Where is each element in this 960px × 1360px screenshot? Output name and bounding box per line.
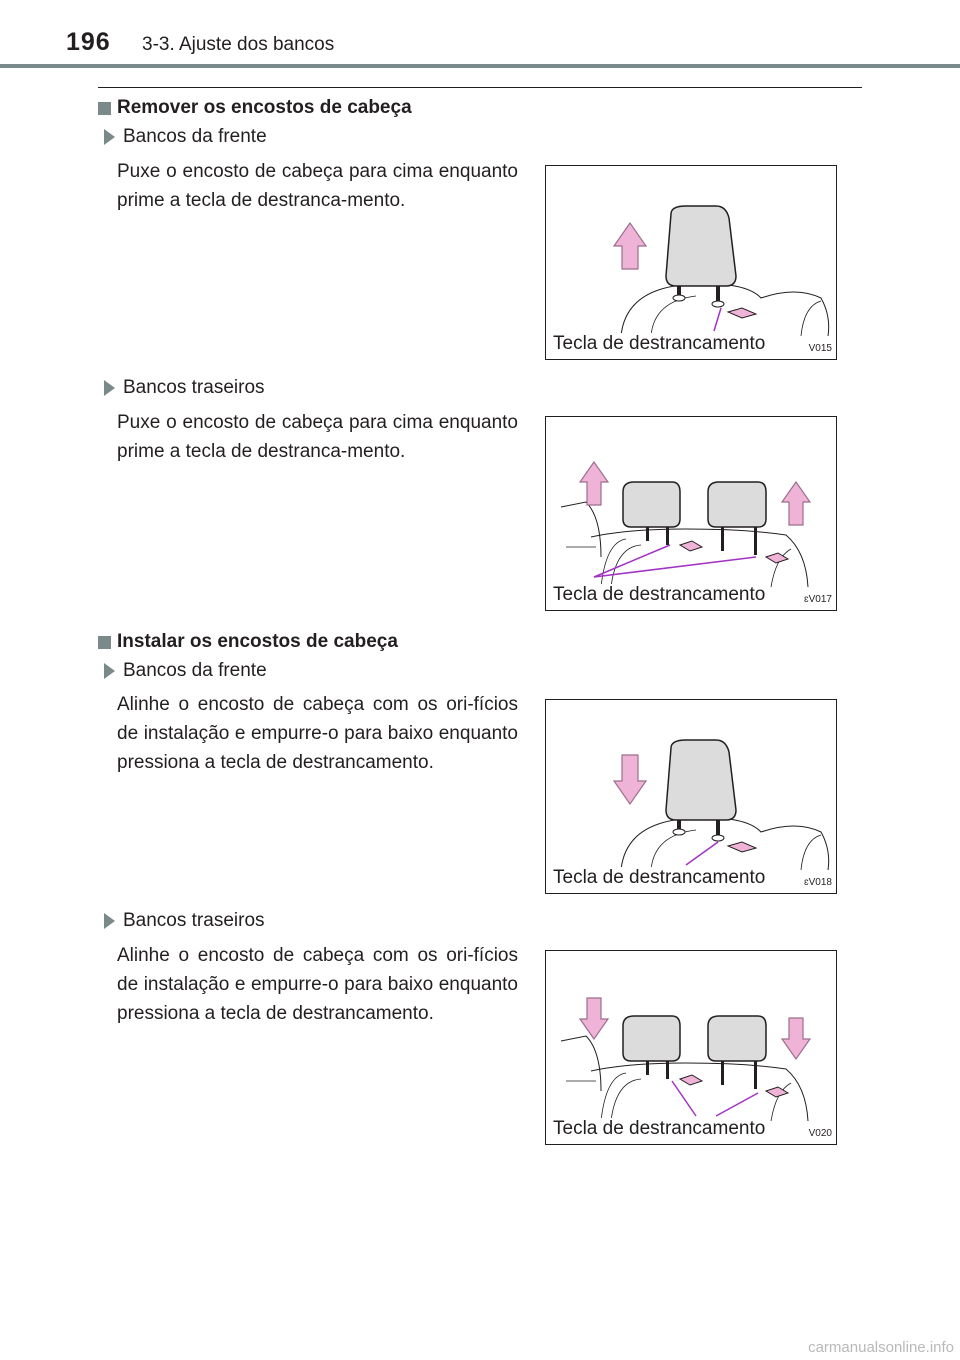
subheading-front-remove: [104, 126, 267, 148]
subheading-label: Bancos da frente: [123, 126, 267, 147]
subheading-front-install: [104, 660, 267, 682]
figure-code: V020: [808, 1128, 832, 1139]
figure-caption: Tecla de destrancamento: [553, 333, 766, 354]
arrow-down-icon: [580, 998, 608, 1039]
section-heading-install: [98, 631, 398, 653]
subheading-label: Bancos traseiros: [123, 910, 265, 931]
instruction-text: Puxe o encosto de cabeça para cima enquanto prime a tecla de destranca-mento.: [117, 412, 518, 462]
arrow-up-icon: [782, 482, 810, 525]
arrow-up-icon: [580, 462, 608, 505]
triangle-bullet-icon: [104, 129, 115, 145]
triangle-bullet-icon: [104, 913, 115, 929]
instruction-text: Puxe o encosto de cabeça para cima enquanto prime a tecla de destranca-mento.: [117, 161, 518, 211]
header-rule: [0, 64, 960, 68]
triangle-bullet-icon: [104, 380, 115, 396]
subheading-label: Bancos da frente: [123, 660, 267, 681]
figure-rear-install: [545, 950, 837, 1145]
section-heading-remove: [98, 97, 412, 119]
figure-caption: Tecla de destrancamento: [553, 1118, 766, 1139]
arrow-down-icon: [782, 1018, 810, 1059]
figure-code: ɛV017: [804, 594, 832, 605]
instruction-text: Alinhe o encosto de cabeça com os ori-fícios de instalação e empurre-o para baixo enquanto pressiona a tecla de destrancamento.: [117, 945, 518, 1024]
figure-rear-remove: [545, 416, 837, 611]
subheading-rear-remove: [104, 377, 265, 399]
figure-code: ɛV018: [804, 877, 832, 888]
triangle-bullet-icon: [104, 663, 115, 679]
figure-code: V015: [808, 343, 832, 354]
arrow-down-icon: [614, 755, 646, 804]
figure-caption: Tecla de destrancamento: [553, 584, 766, 605]
square-bullet-icon: [98, 636, 111, 649]
figure-front-install: [545, 699, 837, 894]
instruction-text: Alinhe o encosto de cabeça com os ori-fícios de instalação e empurre-o para baixo enquanto pressiona a tecla de destrancamento.: [117, 694, 518, 773]
watermark: carmanualsonline.info: [808, 1339, 954, 1356]
section-title: Instalar os encostos de cabeça: [117, 631, 398, 652]
figure-front-remove: [545, 165, 837, 360]
square-bullet-icon: [98, 102, 111, 115]
rear-headrest-illustration: [546, 951, 836, 1144]
chapter-title: 3-3. Ajuste dos bancos: [142, 34, 335, 55]
figure-caption: Tecla de destrancamento: [553, 867, 766, 888]
rear-headrest-illustration: [546, 417, 836, 610]
front-headrest-illustration: [546, 166, 836, 359]
subheading-rear-install: [104, 910, 265, 932]
page-number: 196: [66, 28, 111, 56]
section-rule: [98, 87, 862, 88]
arrow-up-icon: [614, 223, 646, 269]
subheading-label: Bancos traseiros: [123, 377, 265, 398]
section-title: Remover os encostos de cabeça: [117, 97, 412, 118]
front-headrest-illustration: [546, 700, 836, 893]
